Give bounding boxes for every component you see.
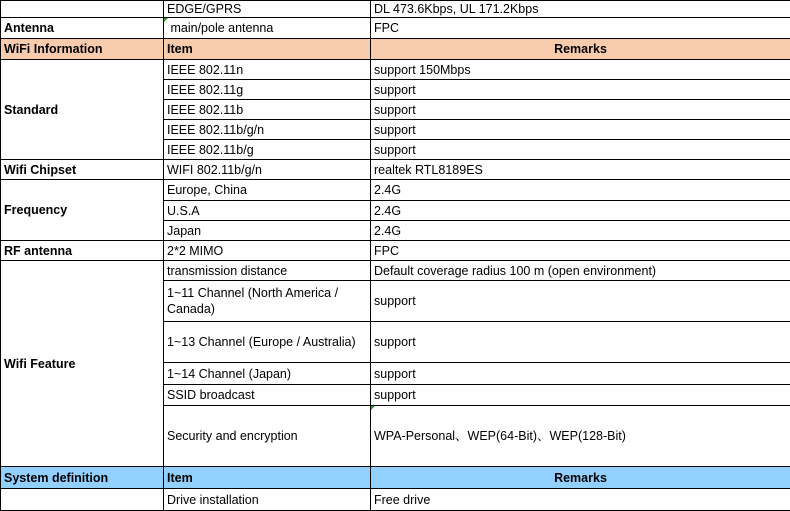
cell-item: Europe, China: [164, 180, 371, 201]
cell-chipset-label: Wifi Chipset: [1, 160, 164, 180]
table-row-antenna: [1, 18, 790, 39]
cell-remark: support: [371, 140, 790, 160]
header-item: Item: [164, 39, 371, 60]
section-header-wifi: [1, 39, 790, 60]
cell-remark: support 150Mbps: [371, 60, 790, 80]
table-row-edge: [1, 1, 790, 18]
cell-remark: support: [371, 363, 790, 385]
cell-item: IEEE 802.11b/g/n: [164, 120, 371, 140]
cell-edge-remark: DL 473.6Kbps, UL 171.2Kbps: [371, 1, 790, 18]
cell-item: WIFI 802.11b/g/n: [164, 160, 371, 180]
cell-remark: support: [371, 281, 790, 322]
cell-item: Japan: [164, 221, 371, 241]
cell-antenna-item: [164, 18, 371, 39]
cell-edge-item: EDGE/GPRS: [164, 1, 371, 18]
cell-drive-label: [1, 489, 164, 511]
cell-item: U.S.A: [164, 201, 371, 221]
cell-remark: support: [371, 385, 790, 406]
table-row: [1, 180, 790, 201]
table-row-chipset: [1, 160, 790, 180]
table-row: [1, 60, 790, 80]
header-item: Item: [164, 467, 371, 489]
table-row-rf-antenna: [1, 241, 790, 261]
cell-item: IEEE 802.11b: [164, 100, 371, 120]
cell-remark: realtek RTL8189ES: [371, 160, 790, 180]
cell-item: 1~14 Channel (Japan): [164, 363, 371, 385]
cell-remark: Free drive: [371, 489, 790, 511]
cell-remark: support: [371, 120, 790, 140]
cell-remark: support: [371, 322, 790, 363]
cell-item: SSID broadcast: [164, 385, 371, 406]
cell-remark: 2.4G: [371, 180, 790, 201]
header-wifi-information: WiFi Information: [1, 39, 164, 60]
cell-remark: 2.4G: [371, 201, 790, 221]
header-remarks: Remarks: [371, 39, 790, 60]
cell-edge-label: [1, 1, 164, 18]
cell-remark: support: [371, 80, 790, 100]
table-row-drive: [1, 489, 790, 511]
cell-antenna-remark: FPC: [371, 18, 790, 39]
table-row: [1, 261, 790, 281]
header-system-definition: System definition: [1, 467, 164, 489]
cell-item: transmission distance: [164, 261, 371, 281]
cell-standard-label: Standard: [1, 60, 164, 160]
cell-frequency-label: Frequency: [1, 180, 164, 241]
section-header-system: [1, 467, 790, 489]
cell-item: Security and encryption: [164, 406, 371, 467]
cell-remark: support: [371, 100, 790, 120]
cell-antenna-label: Antenna: [1, 18, 164, 39]
cell-remark: 2.4G: [371, 221, 790, 241]
cell-remark: FPC: [371, 241, 790, 261]
cell-item: IEEE 802.11b/g: [164, 140, 371, 160]
header-remarks: Remarks: [371, 467, 790, 489]
cell-rf-antenna-label: RF antenna: [1, 241, 164, 261]
cell-item: IEEE 802.11g: [164, 80, 371, 100]
cell-item: 2*2 MIMO: [164, 241, 371, 261]
cell-item: IEEE 802.11n: [164, 60, 371, 80]
cell-item: 1~13 Channel (Europe / Australia): [164, 322, 371, 363]
cell-item: 1~11 Channel (North America / Canada): [164, 281, 371, 322]
cell-remark: Default coverage radius 100 m (open environment): [371, 261, 790, 281]
cell-remark: WPA-Personal、WEP(64-Bit)、WEP(128-Bit): [371, 406, 790, 467]
cell-feature-label: Wifi Feature: [1, 261, 164, 467]
cell-item: Drive installation: [164, 489, 371, 511]
antenna-item-text: main/pole antenna: [170, 21, 273, 35]
